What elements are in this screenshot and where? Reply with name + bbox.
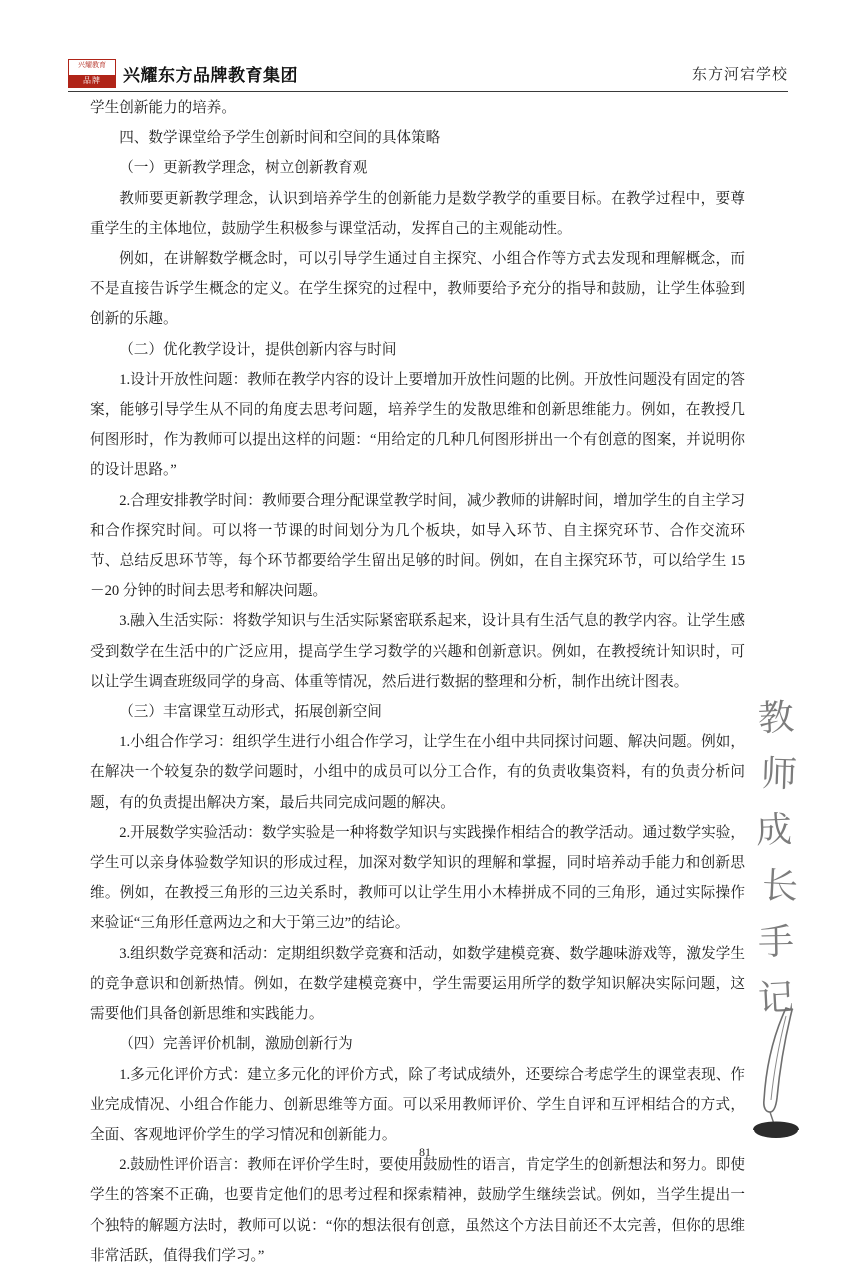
paragraph: 学生创新能力的培养。 xyxy=(90,100,236,116)
brand-seal-logo xyxy=(68,59,116,88)
calligraphy-char: 记 xyxy=(756,977,796,1019)
paragraph: （一）更新教学理念，树立创新教育观 xyxy=(119,160,368,177)
brand-block xyxy=(68,59,298,88)
paragraph: 2.开展数学实验活动：数学实验是一种将数学知识与实践操作相结合的教学活动。通过数学实验，学生可以亲身体验数学知识的形成过程，加深对数学知识的理解和掌握，同时培养动手能力和创新思维。例如，在教授三角形的三边关系时，教师可以让学生用小木棒拼成不同的三角形，通过实际操作来验证“三角形任意两边之和大于第三边”的结论。 xyxy=(90,824,745,932)
paragraph: 教师要更新教学理念，认识到培养学生的创新能力是数学教学的重要目标。在教学过程中，要尊重学生的主体地位，鼓励学生积极参与课堂活动，发挥自己的主观能动性。 xyxy=(90,190,745,237)
paragraph: 2.鼓励性评价语言：教师在评价学生时，要使用鼓励性的语言，肯定学生的创新想法和努力。即使学生的答案不正确，也要肯定他们的思考过程和探索精神，鼓励学生继续尝试。例如，当学生提出一个独特的解题方法时，教师可以说：“你的想法很有创意，虽然这个方法目前还不太完善，但你的思维非常活跃，值得我们学习。” xyxy=(90,1157,745,1264)
seal-top-text: 兴耀教育 xyxy=(78,60,106,69)
paragraph: 四、数学课堂给予学生创新时间和空间的具体策略 xyxy=(119,130,441,147)
calligraphy-char: 成 xyxy=(755,809,793,851)
paragraph: （四）完善评价机制，激励创新行为 xyxy=(119,1036,353,1053)
calligraphy-char: 教 xyxy=(756,697,796,739)
quill-pen-icon xyxy=(730,1000,820,1140)
calligraphy-watermark xyxy=(736,690,816,1026)
paragraph: 3.组织数学竞赛和活动：定期组织数学竞赛和活动，如数学建模竞赛、数学趣味游戏等，激发学生的竞争意识和创新热情。例如，在数学建模竞赛中，学生需要运用所学的数学知识解决实际问题，这需要他们具备创新思维和实践能力。 xyxy=(90,945,745,1023)
paragraph: （三）丰富课堂互动形式，拓展创新空间 xyxy=(119,704,382,721)
header-divider xyxy=(68,91,788,92)
paragraph: 1.小组合作学习：组织学生进行小组合作学习，让学生在小组中共同探讨问题、解决问题。例如，在解决一个较复杂的数学问题时，小组中的成员可以分工合作，有的负责收集资料，有的负责分析问题，有的负责提出解决方案，最后共同完成问题的解决。 xyxy=(90,734,745,811)
paragraph: 1.设计开放性问题：教师在教学内容的设计上要增加开放性问题的比例。开放性问题没有固定的答案，能够引导学生从不同的角度去思考问题，培养学生的发散思维和创新思维能力。例如，在教授几何图形时，作为教师可以提出这样的问题：“用给定的几种几何图形拼出一个有创意的图案，并说明你的设计思路。” xyxy=(90,371,745,479)
calligraphy-char: 师 xyxy=(760,753,798,795)
calligraphy-char: 手 xyxy=(757,921,795,963)
paragraph: 2.合理安排教学时间：教师要合理分配课堂教学时间，减少教师的讲解时间，增加学生的自主学习和合作探究时间。可以将一节课的时间划分为几个板块，如导入环节、自主探究环节、合作交流环节、总结反思环节等，每个环节都要给学生留出足够的时间。例如，在自主探究环节，可以给学生 15－20 分钟的时间去思考和解决问题。 xyxy=(90,492,745,600)
calligraphy-char: 长 xyxy=(760,865,800,908)
brand-name: 兴耀东方品牌教育集团 xyxy=(123,65,298,85)
paragraph: 3.融入生活实际：将数学知识与生活实际紧密联系起来，设计具有生活气息的教学内容。让学生感受到数学在生活中的广泛应用，提高学生学习数学的兴趣和创新意识。例如，在教授统计知识时，可以让学生调查班级同学的身高、体重等情况，然后进行数据的整理和分析，制作出统计图表。 xyxy=(90,613,745,690)
school-name: 东方河宕学校 xyxy=(691,66,788,83)
paragraph: （二）优化教学设计，提供创新内容与时间 xyxy=(119,341,397,358)
seal-bottom-text: 品牌 xyxy=(69,75,115,87)
page-header xyxy=(68,55,788,91)
document-body xyxy=(90,93,745,1271)
paragraph: 例如，在讲解数学概念时，可以引导学生通过自主探究、小组合作等方式去发现和理解概念，而不是直接告诉学生概念的定义。在学生探究的过程中，教师要给予充分的指导和鼓励，让学生体验到创新的乐趣。 xyxy=(90,251,745,328)
paragraph: 1.多元化评价方式：建立多元化的评价方式，除了考试成绩外，还要综合考虑学生的课堂表现、作业完成情况、小组合作能力、创新思维等方面。可以采用教师评价、学生自评和互评相结合的方式，全面、客观地评价学生的学习情况和创新能力。 xyxy=(90,1066,745,1143)
page-number: 81 xyxy=(419,1145,431,1159)
